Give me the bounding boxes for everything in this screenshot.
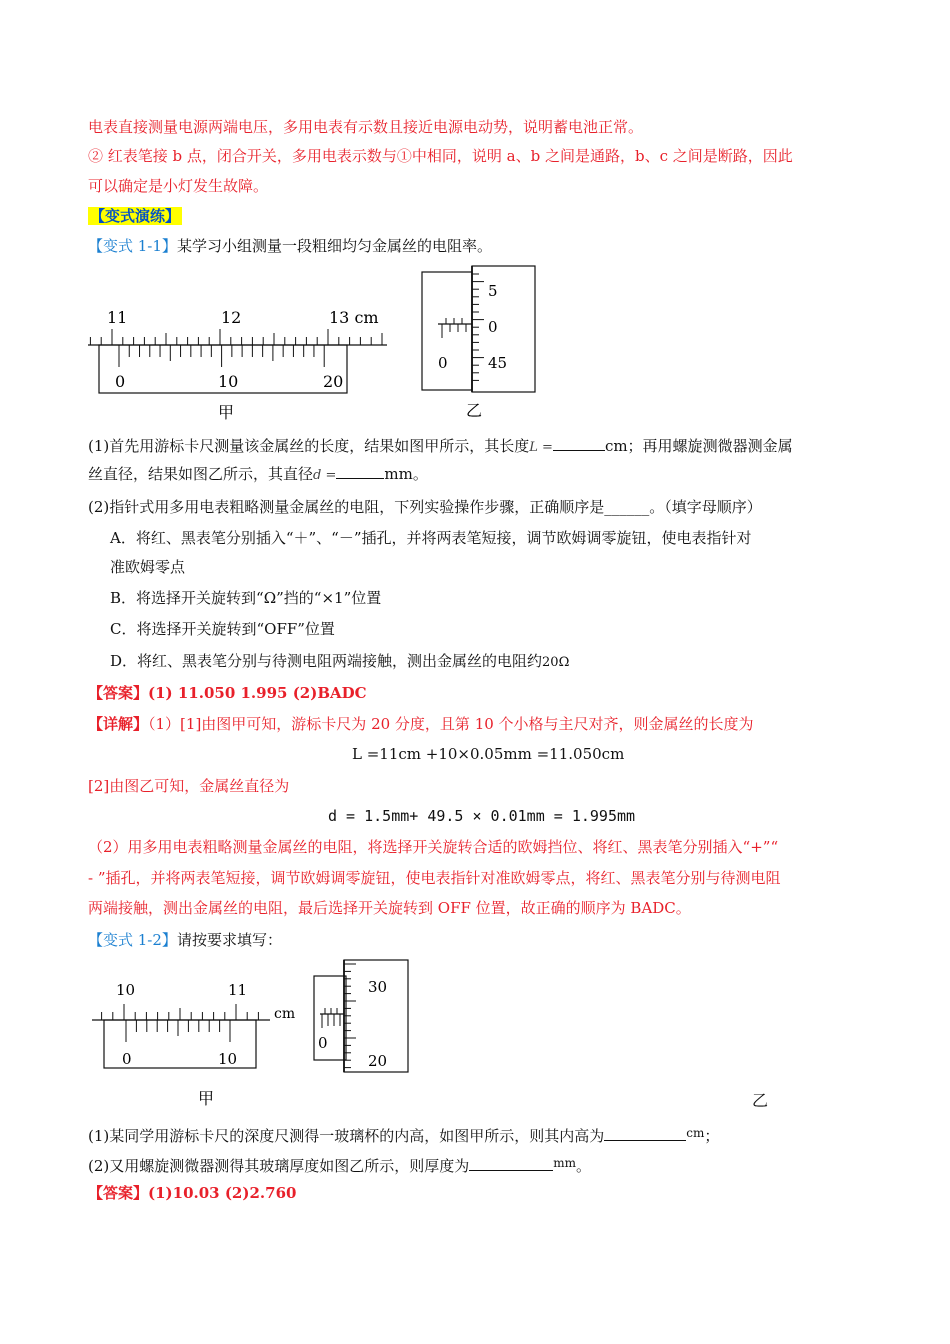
q2-part2: (2)又用螺旋测微器测得其玻璃厚度如图乙所示，则厚度为 $^{mm}$。 [88,1156,592,1175]
q2-jia-caption: 甲 [198,1089,215,1108]
q2-yi-caption: 乙 [752,1091,769,1110]
q2-stem: 请按要求填写： [176,931,282,949]
q1-tag: 【变式 1-1】 [88,237,177,255]
q2-main-label-10: 10 [116,981,136,999]
q1-figure-jia [85,305,395,425]
q1-part1-line2: 丝直径，结果如图乙所示，其直径d = mm。 [88,465,428,483]
q1-figure-yi [418,260,548,420]
q1-part1-line1: (1)首先用游标卡尺测量该金属丝的长度，结果如图甲所示，其长度L = cm；再用螺旋测微器测金属 [88,437,793,455]
q1-vernier-label-20: 20 [323,372,344,391]
q1-thimble-label-0: 0 [488,318,498,336]
q2-main-label-11: 11 [228,981,248,999]
q1-stem-line [88,235,492,257]
q1-detail-1: 【详解】（1）[1]由图甲可知，游标卡尺为 20 分度，且第 10 个小格与主尺对齐，则金属丝的长度为 [88,715,754,733]
q1-option-a-line1: A．将红、黑表笔分别插入“＋”、“－”插孔，并将两表笔短接，调节欧姆调零旋钮，使电表指针对 [110,529,752,547]
q1-part2: (2)指针式用多用电表粗略测量金属丝的电阻，下列实验操作步骤，正确顺序是______。（填字母顺序） [88,498,762,516]
q2-sleeve-label: 0 [318,1034,328,1052]
q1-detail-2: [2]由图乙可知，金属丝直径为 [88,777,290,795]
q1-formula-2: d = 1.5mm+ 49.5 × 0.01mm = 1.995mm [328,807,636,825]
q1-main-label-12: 12 [221,308,242,327]
q1-vernier-label-0: 0 [115,372,126,391]
q1-main-label-13: 13 cm [329,308,379,327]
q2-figure-yi [310,956,420,1076]
q1-option-c: C．将选择开关旋转到“OFF”位置 [110,620,335,638]
q2-thimble-label-30: 30 [368,978,388,996]
q1-detail-3: （2）用多用电表粗略测量金属丝的电阻，将选择开关旋转合适的欧姆挡位、将红、黑表笔分别插入“+”“ [88,838,779,856]
section-title: 【变式演练】 [90,207,181,225]
q1-vernier-label-10: 10 [218,372,239,391]
q1-option-a-line2: 准欧姆零点 [110,558,186,576]
q1-answer: 【答案】(1) 11.050 1.995 (2)BADC [88,684,367,702]
q1-formula-1: L =11cm +10×0.05mm =11.050cm [352,745,625,763]
q2-stem-line [88,929,282,951]
intro-line-3: 可以确定是小灯发生故障。 [88,177,269,195]
q2-tag: 【变式 1-2】 [88,931,177,949]
q2-answer: 【答案】(1)10.03 (2)2.760 [88,1184,297,1202]
q1-thimble-label-5: 5 [488,282,498,300]
q1-option-d: D．将红、黑表笔分别与待测电阻两端接触，测出金属丝的电阻约20Ω [110,652,570,670]
q1-sleeve-label: 0 [438,354,448,372]
q2-vernier-label-10: 10 [218,1050,238,1068]
q2-vernier-label-0: 0 [122,1050,132,1068]
intro-line-1: 电表直接测量电源两端电压，多用电表有示数且接近电源电动势，说明蓄电池正常。 [88,118,644,136]
intro-line-2: ② 红表笔接 b 点，闭合开关，多用电表示数与①中相同，说明 a、b 之间是通路，b、c 之间是断路，因此 [88,147,793,165]
q2-figure-jia [88,978,328,1108]
q1-option-b: B．将选择开关旋转到“Ω”挡的“×1”位置 [110,589,382,607]
q1-detail-4: - ”插孔，并将两表笔短接，调节欧姆调零旋钮，使电表指针对准欧姆零点，将红、黑表笔分别与待测电阻 [88,869,781,887]
q1-jia-caption: 甲 [218,403,235,422]
q2-thimble-label-20: 20 [368,1052,388,1070]
q2-unit-label: cm [274,1006,296,1022]
q1-stem: 某学习小组测量一段粗细均匀金属丝的电阻率。 [176,237,492,255]
q1-yi-caption: 乙 [466,401,483,420]
q1-main-label-11: 11 [107,308,128,327]
q2-part1: (1)某同学用游标卡尺的深度尺测得一玻璃杯的内高，如图甲所示，则其内高为 $^{cm}$； [88,1126,720,1145]
q1-thimble-label-45: 45 [488,354,508,372]
q1-detail-5: 两端接触，测出金属丝的电阻，最后选择开关旋转到 OFF 位置，故正确的顺序为 BADC。 [88,899,691,917]
